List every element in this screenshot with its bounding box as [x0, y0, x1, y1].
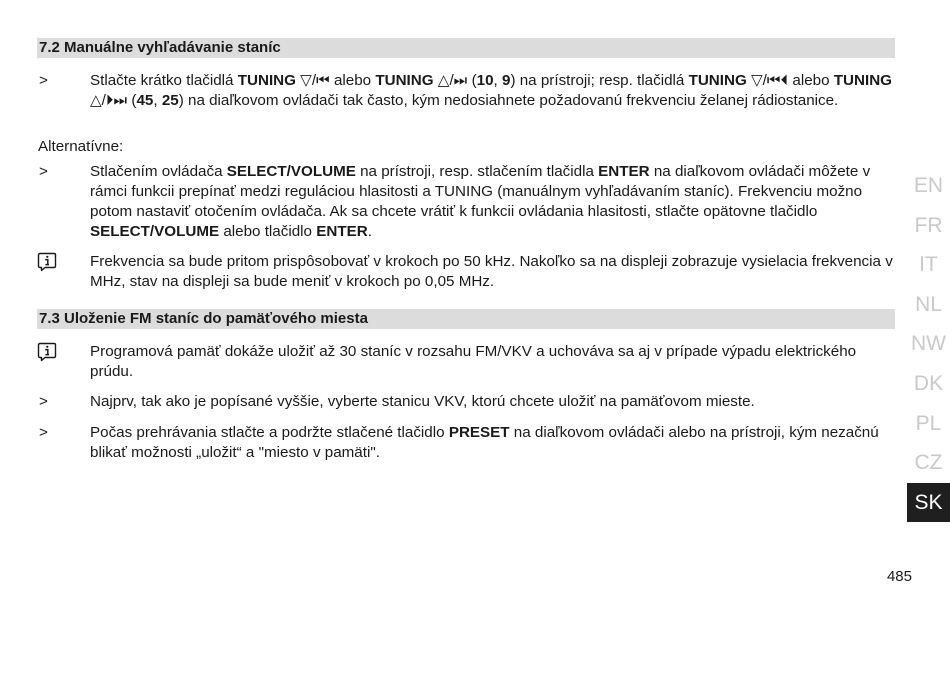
instruction-text: Stlačením ovládača SELECT/VOLUME na prístroji, resp. stlačením tlačidla ENTER na diaľkovom ovládači môžete v rámci funkcii prepínať medzi reguláciou hlasitosti a TUNING (manuálnym vyhľadávaním staníc). Frekvenciu možno potom nastaviť otočením ovládača. Ak sa chcete vrátiť k funkcii ovládania hlasitosti, stlačte opätovne tlačidlo SELECT/VOLUME alebo tlačidlo ENTER.	[90, 163, 871, 240]
page-number: 485	[886, 568, 912, 585]
info-text: Frekvencia sa bude pritom prispôsobovať v krokoch po 50 kHz. Nakoľko sa na displeji zobrazuje vysielacia frekvencia v MHz, stav na displeji sa bude meniť v krokoch po 0,05 MHz.	[90, 253, 893, 290]
instruction-text: Stlačte krátko tlačidlá TUNING ▽/⏮ alebo TUNING △/⏭ (10, 9) na prístroji; resp. tlačidlá TUNING ▽/⏮⏴ alebo TUNING △/⏵⏭ (45, 25) na diaľkovom ovládači tak často, kým nedosiahnete požadovanú frekvenciu želanej rádiostanice.	[90, 72, 892, 109]
lang-tab-dk[interactable]: DK	[907, 364, 950, 404]
info-note-icon	[37, 252, 57, 272]
lang-tab-fr[interactable]: FR	[907, 206, 950, 246]
info-text: Programová pamäť dokáže uložiť až 30 staníc v rozsahu FM/VKV a uchováva sa aj v prípade výpadu elektrického prúdu.	[90, 343, 857, 380]
bullet-marker: >	[39, 72, 48, 89]
alternative-label: Alternatívne:	[38, 138, 124, 155]
info-note-icon	[37, 342, 57, 362]
lang-tab-cz[interactable]: CZ	[907, 443, 950, 483]
instruction-item	[37, 423, 895, 463]
lang-tab-pl[interactable]: PL	[907, 404, 950, 444]
info-note	[37, 252, 895, 292]
instruction-item	[37, 162, 895, 242]
lang-tab-nl[interactable]: NL	[907, 285, 950, 325]
bullet-marker: >	[39, 393, 48, 410]
info-note	[37, 342, 895, 382]
lang-tab-en[interactable]: EN	[907, 166, 950, 206]
section-heading-7-3: 7.3 Uloženie FM staníc do pamäťového miesta	[37, 309, 895, 329]
instruction-item	[37, 71, 895, 111]
bullet-marker: >	[39, 163, 48, 180]
instruction-item	[37, 392, 895, 412]
lang-tab-it[interactable]: IT	[907, 245, 950, 285]
instruction-text: Počas prehrávania stlačte a podržte stlačené tlačidlo PRESET na diaľkovom ovládači alebo na prístroji, kým nezačnú blikať možnosti „uložit“ a "miesto v pamäti".	[90, 424, 879, 461]
instruction-text: Najprv, tak ako je popísané vyššie, vyberte stanicu VKV, ktorú chcete uložiť na pamäťovom mieste.	[90, 393, 755, 410]
lang-tab-sk[interactable]: SK	[907, 483, 950, 523]
language-tabs	[907, 166, 950, 522]
lang-tab-nw[interactable]: NW	[907, 324, 950, 364]
section-heading-7-2: 7.2 Manuálne vyhľadávanie staníc	[37, 38, 895, 58]
bullet-marker: >	[39, 424, 48, 441]
